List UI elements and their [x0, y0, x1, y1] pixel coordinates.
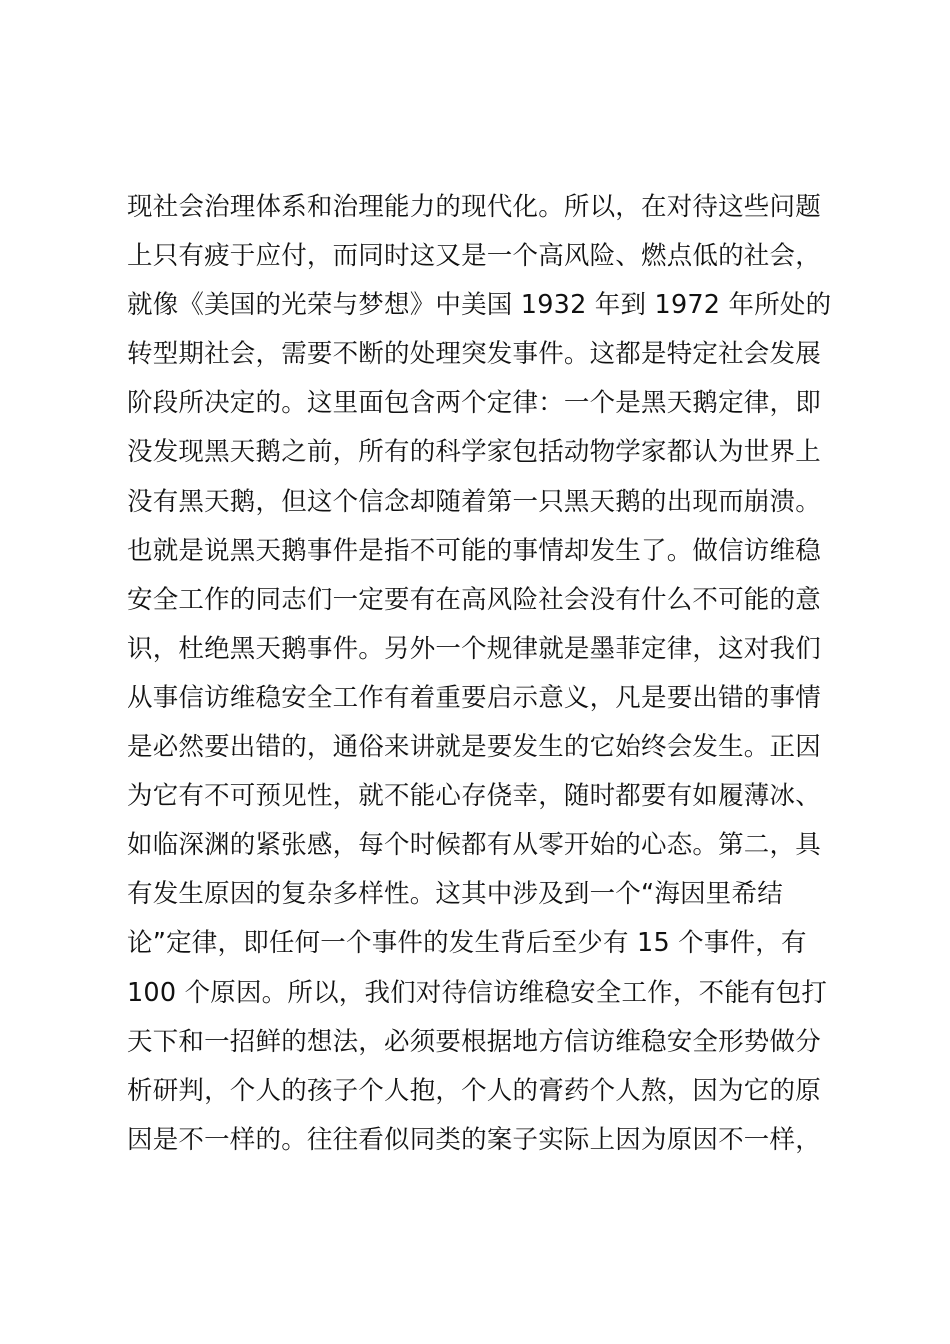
text-line: 阶段所决定的。这里面包含两个定律：一个是黑天鹅定律，即: [127, 388, 821, 419]
text-line: 没发现黑天鹅之前，所有的科学家包括动物学家都认为世界上: [127, 437, 821, 468]
text-line: 论”定律，即任何一个事件的发生背后至少有 15 个事件，有: [127, 928, 807, 959]
text-line: 100 个原因。所以，我们对待信访维稳安全工作，不能有包打: [127, 977, 828, 1008]
text-line: 就像《美国的光荣与梦想》中美国 1932 年到 1972 年所处的: [127, 290, 832, 321]
text-line: 析研判，个人的孩子个人抱，个人的膏药个人熬，因为它的原: [127, 1075, 821, 1106]
text-line: 没有黑天鹅，但这个信念却随着第一只黑天鹅的出现而崩溃。: [127, 486, 821, 517]
body-text: [127, 183, 837, 1165]
text-line: 安全工作的同志们一定要有在高风险社会没有什么不可能的意: [127, 584, 821, 615]
text-line: 识，杜绝黑天鹅事件。另外一个规律就是墨菲定律，这对我们: [127, 633, 821, 664]
text-line: 也就是说黑天鹅事件是指不可能的事情却发生了。做信访维稳: [127, 535, 821, 566]
text-line: 转型期社会，需要不断的处理突发事件。这都是特定社会发展: [127, 339, 821, 370]
text-line: 为它有不可预见性，就不能心存侥幸，随时都要有如履薄冰、: [127, 781, 821, 812]
text-line: 上只有疲于应付，而同时这又是一个高风险、燃点低的社会，: [127, 241, 821, 272]
text-line: 从事信访维稳安全工作有着重要启示意义，凡是要出错的事情: [127, 682, 821, 713]
text-line: 有发生原因的复杂多样性。这其中涉及到一个“海因里希结: [127, 879, 783, 910]
text-line: 因是不一样的。往往看似同类的案子实际上因为原因不一样，: [127, 1124, 821, 1155]
text-line: 是必然要出错的，通俗来讲就是要发生的它始终会发生。正因: [127, 732, 821, 763]
text-line: 天下和一招鲜的想法，必须要根据地方信访维稳安全形势做分: [127, 1026, 821, 1057]
text-line: 如临深渊的紧张感，每个时候都有从零开始的心态。第二，具: [127, 830, 821, 861]
text-line: 现社会治理体系和治理能力的现代化。所以，在对待这些问题: [127, 192, 821, 222]
